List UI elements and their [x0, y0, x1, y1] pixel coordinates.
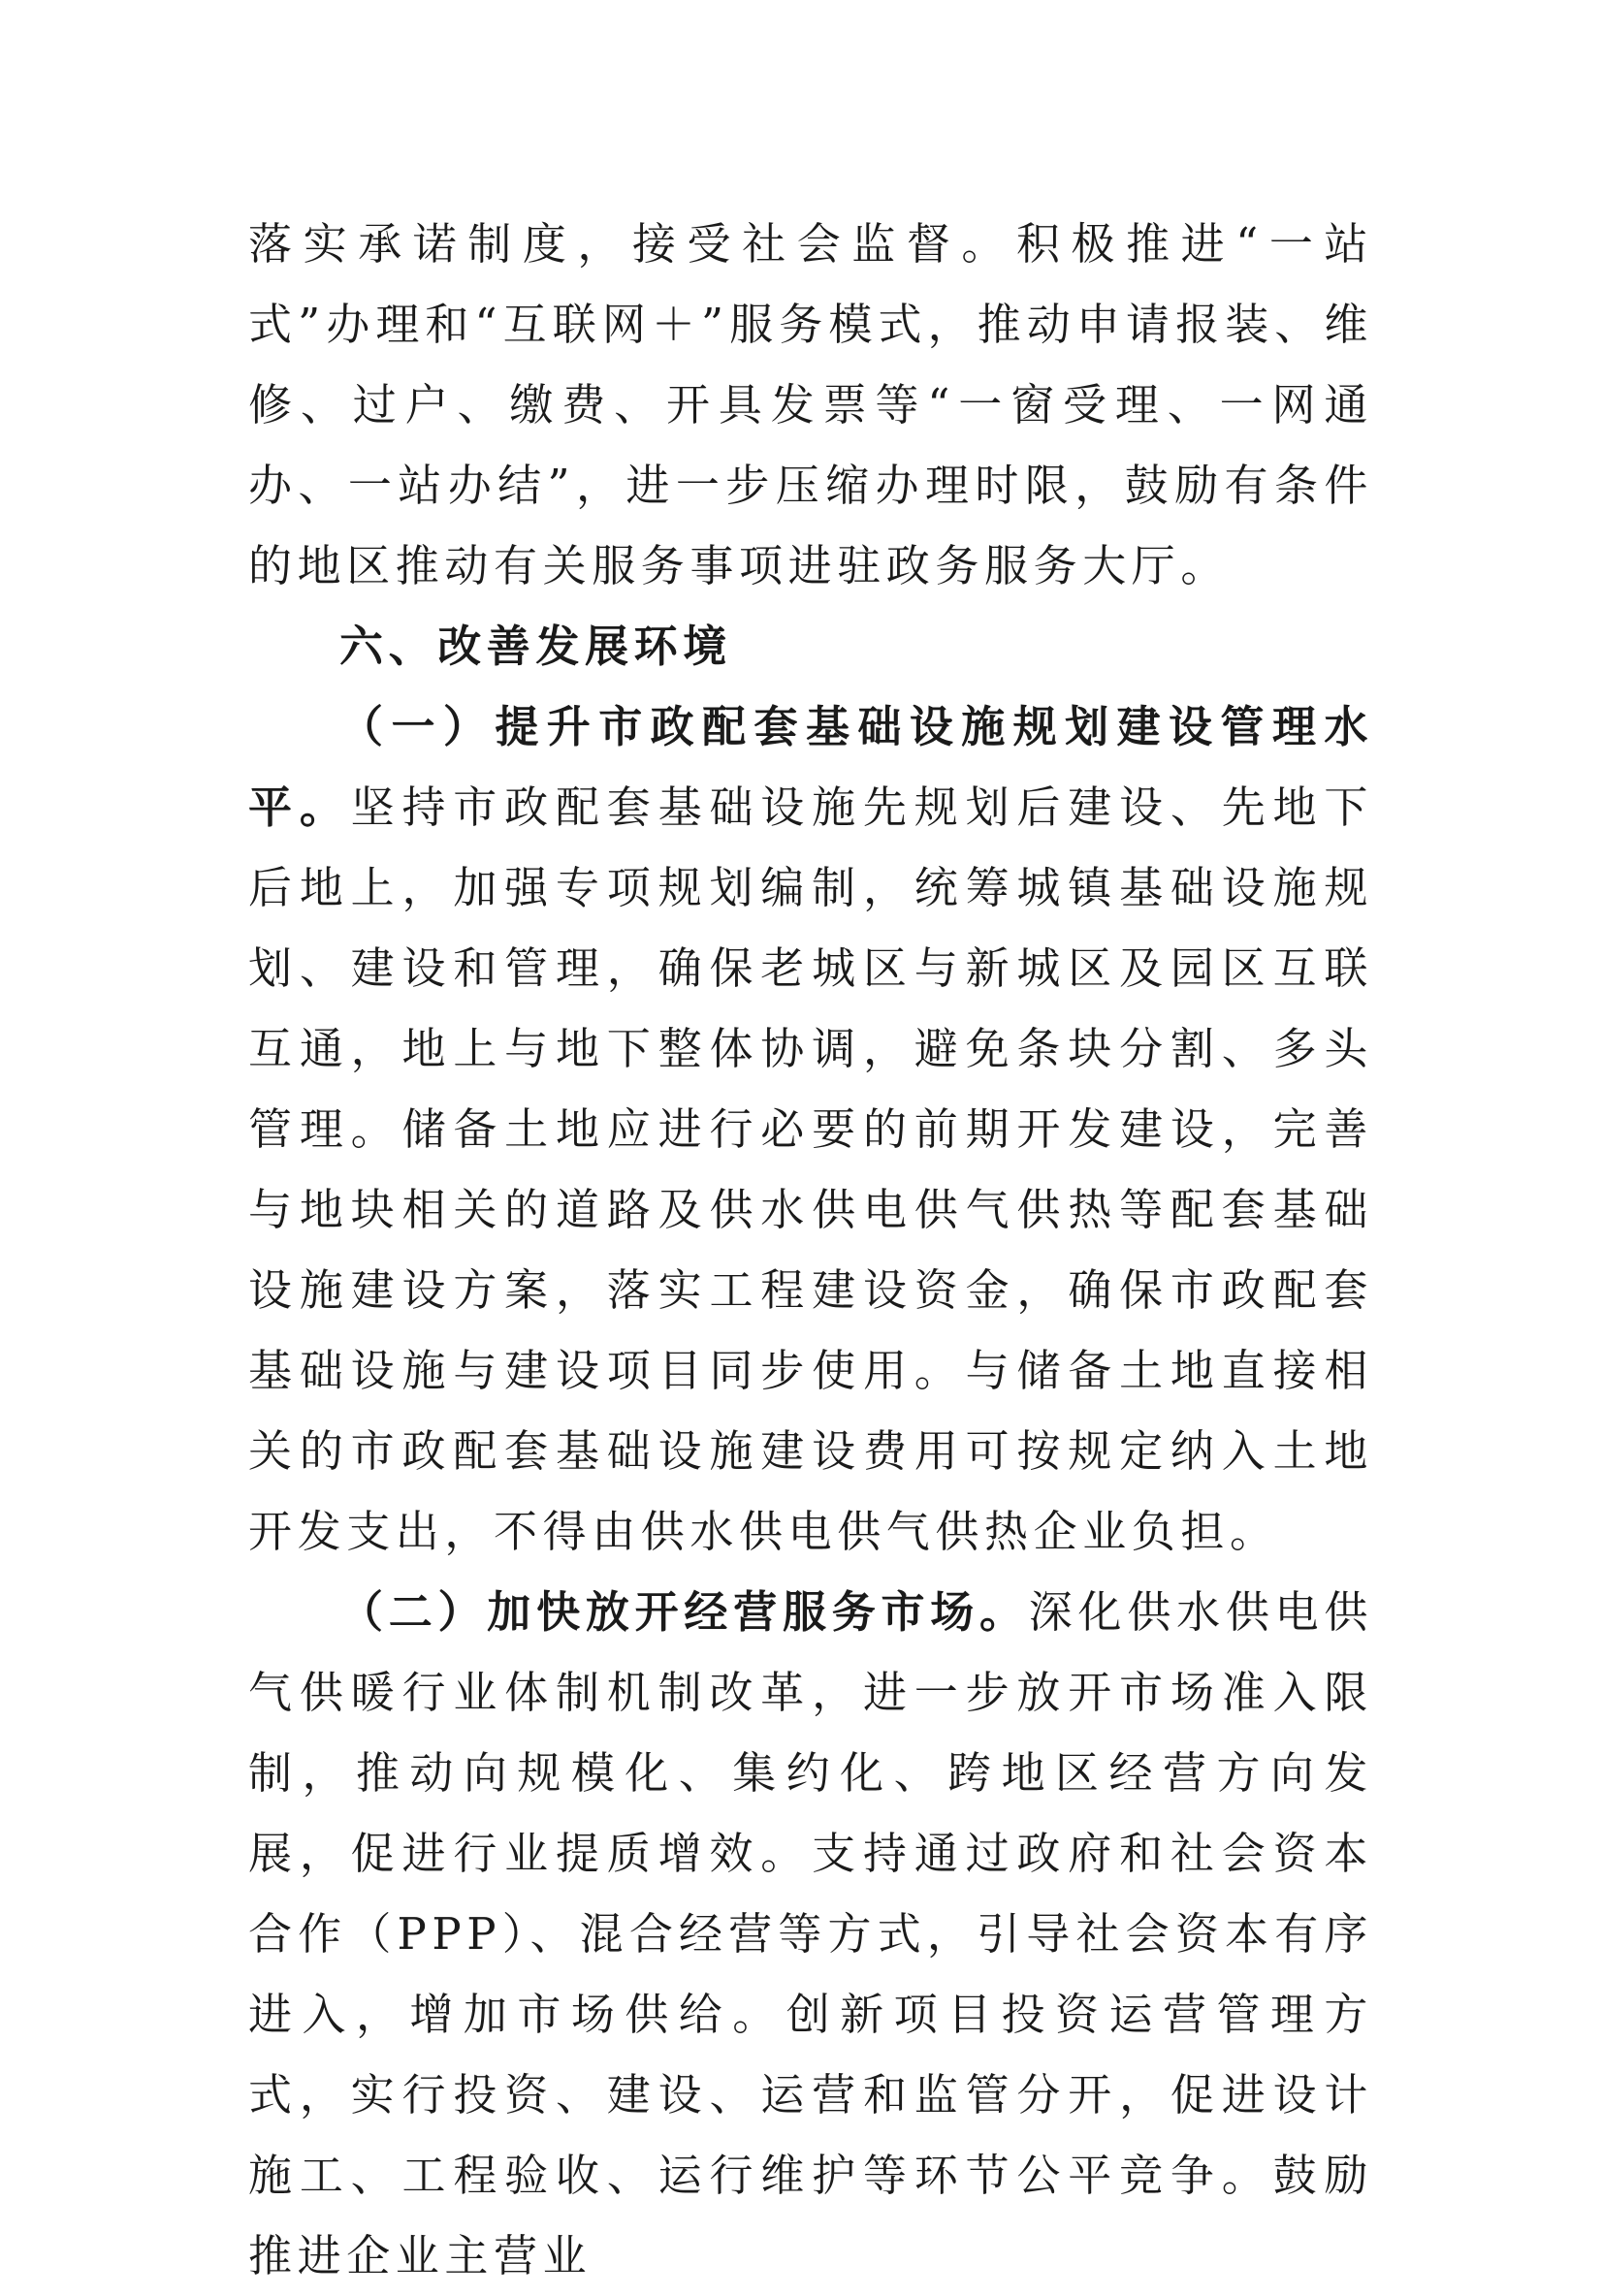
- paragraph-item-1: [248, 686, 1373, 1572]
- item-1-body: 坚持市政配套基础设施先规划后建设、先地下后地上，加强专项规划编制，统筹城镇基础设施规划、建设和管理，确保老城区与新城区及园区互联互通，地上与地下整体协调，避免条块分割、多头管理。储备土地应进行必要的前期开发建设，完善与地块相关的道路及供水供电供气供热等配套基础设施建设方案，落实工程建设资金，确保市政配套基础设施与建设项目同步使用。与储备土地直接相关的市政配套基础设施建设费用可按规定纳入土地开发支出，不得由供水供电供气供热企业负担。: [248, 781, 1373, 1557]
- document-body: [248, 204, 1373, 2296]
- item-2-body: 深化供水供电供气供暖行业体制机制改革，进一步放开市场准入限制，推动向规模化、集约化、跨地区经营方向发展，促进行业提质增效。支持通过政府和社会资本合作（PPP）、混合经营等方式，引导社会资本有序进入，增加市场供给。创新项目投资运营管理方式，实行投资、建设、运营和监管分开，促进设计施工、工程验收、运行维护等环节公平竞争。鼓励推进企业主营业: [248, 1586, 1373, 2281]
- item-2-lead: （二）加快放开经营服务市场。: [339, 1586, 1029, 1638]
- paragraph-item-2: [248, 1572, 1373, 2296]
- item-1-lead: （一）提升市政配套基础设施规划建设管理水平。: [248, 701, 1373, 833]
- paragraph-continuation: 落实承诺制度，接受社会监督。积极推进“一站式”办理和“互联网＋”服务模式，推动申请报装、维修、过户、缴费、开具发票等“一窗受理、一网通办、一站办结”，进一步压缩办理时限，鼓励有条件的地区推动有关服务事项进驻政务服务大厅。: [248, 218, 1373, 591]
- section-heading: 六、改善发展环境: [339, 621, 732, 672]
